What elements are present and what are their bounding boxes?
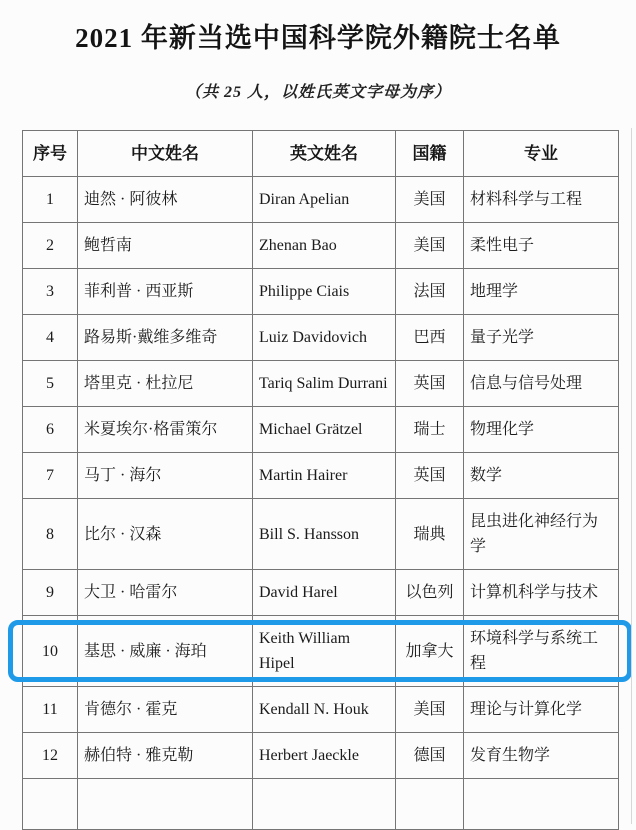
cell-nationality: 以色列 <box>396 570 464 616</box>
cell-specialty <box>464 779 619 830</box>
cell-specialty: 环境科学与系统工程 <box>464 616 619 687</box>
cell-chinese-name: 菲利普 · 西亚斯 <box>78 269 253 315</box>
cell-nationality: 瑞典 <box>396 499 464 570</box>
col-header-english-name: 英文姓名 <box>253 131 396 177</box>
cell-chinese-name: 赫伯特 · 雅克勒 <box>78 733 253 779</box>
cell-english-name: Bill S. Hansson <box>253 499 396 570</box>
table-row-partial <box>23 779 619 830</box>
cell-nationality: 加拿大 <box>396 616 464 687</box>
laureates-table <box>22 130 619 830</box>
cell-index: 10 <box>23 616 78 687</box>
cell-specialty: 柔性电子 <box>464 223 619 269</box>
cell-specialty: 发育生物学 <box>464 733 619 779</box>
cell-english-name: Zhenan Bao <box>253 223 396 269</box>
cell-english-name: Diran Apelian <box>253 177 396 223</box>
cell-chinese-name: 塔里克 · 杜拉尼 <box>78 361 253 407</box>
col-header-chinese-name: 中文姓名 <box>78 131 253 177</box>
cell-index: 6 <box>23 407 78 453</box>
page-subtitle: （共 25 人，以姓氏英文字母为序） <box>184 84 451 101</box>
cell-nationality: 德国 <box>396 733 464 779</box>
table-row <box>23 269 619 315</box>
cell-index: 2 <box>23 223 78 269</box>
cell-english-name: Philippe Ciais <box>253 269 396 315</box>
cell-nationality: 巴西 <box>396 315 464 361</box>
cell-specialty: 信息与信号处理 <box>464 361 619 407</box>
cell-nationality: 法国 <box>396 269 464 315</box>
cell-nationality: 美国 <box>396 177 464 223</box>
cell-nationality: 瑞士 <box>396 407 464 453</box>
cell-specialty: 理论与计算化学 <box>464 687 619 733</box>
cell-chinese-name: 鲍哲南 <box>78 223 253 269</box>
cell-index <box>23 779 78 830</box>
cell-specialty: 昆虫进化神经行为学 <box>464 499 619 570</box>
cell-english-name: David Harel <box>253 570 396 616</box>
cell-chinese-name: 米夏埃尔·格雷策尔 <box>78 407 253 453</box>
cell-specialty: 数学 <box>464 453 619 499</box>
cell-nationality: 美国 <box>396 687 464 733</box>
cell-chinese-name <box>78 779 253 830</box>
cell-index: 9 <box>23 570 78 616</box>
cell-english-name: Michael Grätzel <box>253 407 396 453</box>
cell-nationality <box>396 779 464 830</box>
table-row <box>23 453 619 499</box>
table-header-row <box>23 131 619 177</box>
cell-english-name: Kendall N. Houk <box>253 687 396 733</box>
cell-chinese-name: 基思 · 威廉 · 海珀 <box>78 616 253 687</box>
page-title: 2021 年新当选中国科学院外籍院士名单 <box>75 23 561 53</box>
cell-specialty: 物理化学 <box>464 407 619 453</box>
col-header-index: 序号 <box>23 131 78 177</box>
table-row <box>23 315 619 361</box>
cell-chinese-name: 比尔 · 汉森 <box>78 499 253 570</box>
cell-index: 1 <box>23 177 78 223</box>
cell-specialty: 计算机科学与技术 <box>464 570 619 616</box>
table-row <box>23 499 619 570</box>
cell-english-name: Keith William Hipel <box>253 616 396 687</box>
cell-english-name: Herbert Jaeckle <box>253 733 396 779</box>
cell-chinese-name: 大卫 · 哈雷尔 <box>78 570 253 616</box>
table-row <box>23 616 619 687</box>
cell-english-name: Martin Hairer <box>253 453 396 499</box>
page-edge-line <box>631 128 632 824</box>
cell-specialty: 材料科学与工程 <box>464 177 619 223</box>
cell-chinese-name: 路易斯·戴维多维奇 <box>78 315 253 361</box>
table-row <box>23 733 619 779</box>
cell-chinese-name: 马丁 · 海尔 <box>78 453 253 499</box>
cell-index: 4 <box>23 315 78 361</box>
cell-specialty: 地理学 <box>464 269 619 315</box>
cell-index: 8 <box>23 499 78 570</box>
cell-index: 3 <box>23 269 78 315</box>
cell-index: 5 <box>23 361 78 407</box>
table-row <box>23 687 619 733</box>
table-row <box>23 177 619 223</box>
cell-index: 11 <box>23 687 78 733</box>
col-header-nationality: 国籍 <box>396 131 464 177</box>
cell-chinese-name: 肯德尔 · 霍克 <box>78 687 253 733</box>
table-row <box>23 223 619 269</box>
cell-chinese-name: 迪然 · 阿彼林 <box>78 177 253 223</box>
cell-nationality: 英国 <box>396 361 464 407</box>
table-row <box>23 570 619 616</box>
cell-english-name: Tariq Salim Durrani <box>253 361 396 407</box>
cell-index: 7 <box>23 453 78 499</box>
cell-specialty: 量子光学 <box>464 315 619 361</box>
cell-nationality: 英国 <box>396 453 464 499</box>
cell-english-name: Luiz Davidovich <box>253 315 396 361</box>
cell-index: 12 <box>23 733 78 779</box>
col-header-specialty: 专业 <box>464 131 619 177</box>
table-row <box>23 361 619 407</box>
cell-english-name <box>253 779 396 830</box>
cell-nationality: 美国 <box>396 223 464 269</box>
table-row <box>23 407 619 453</box>
